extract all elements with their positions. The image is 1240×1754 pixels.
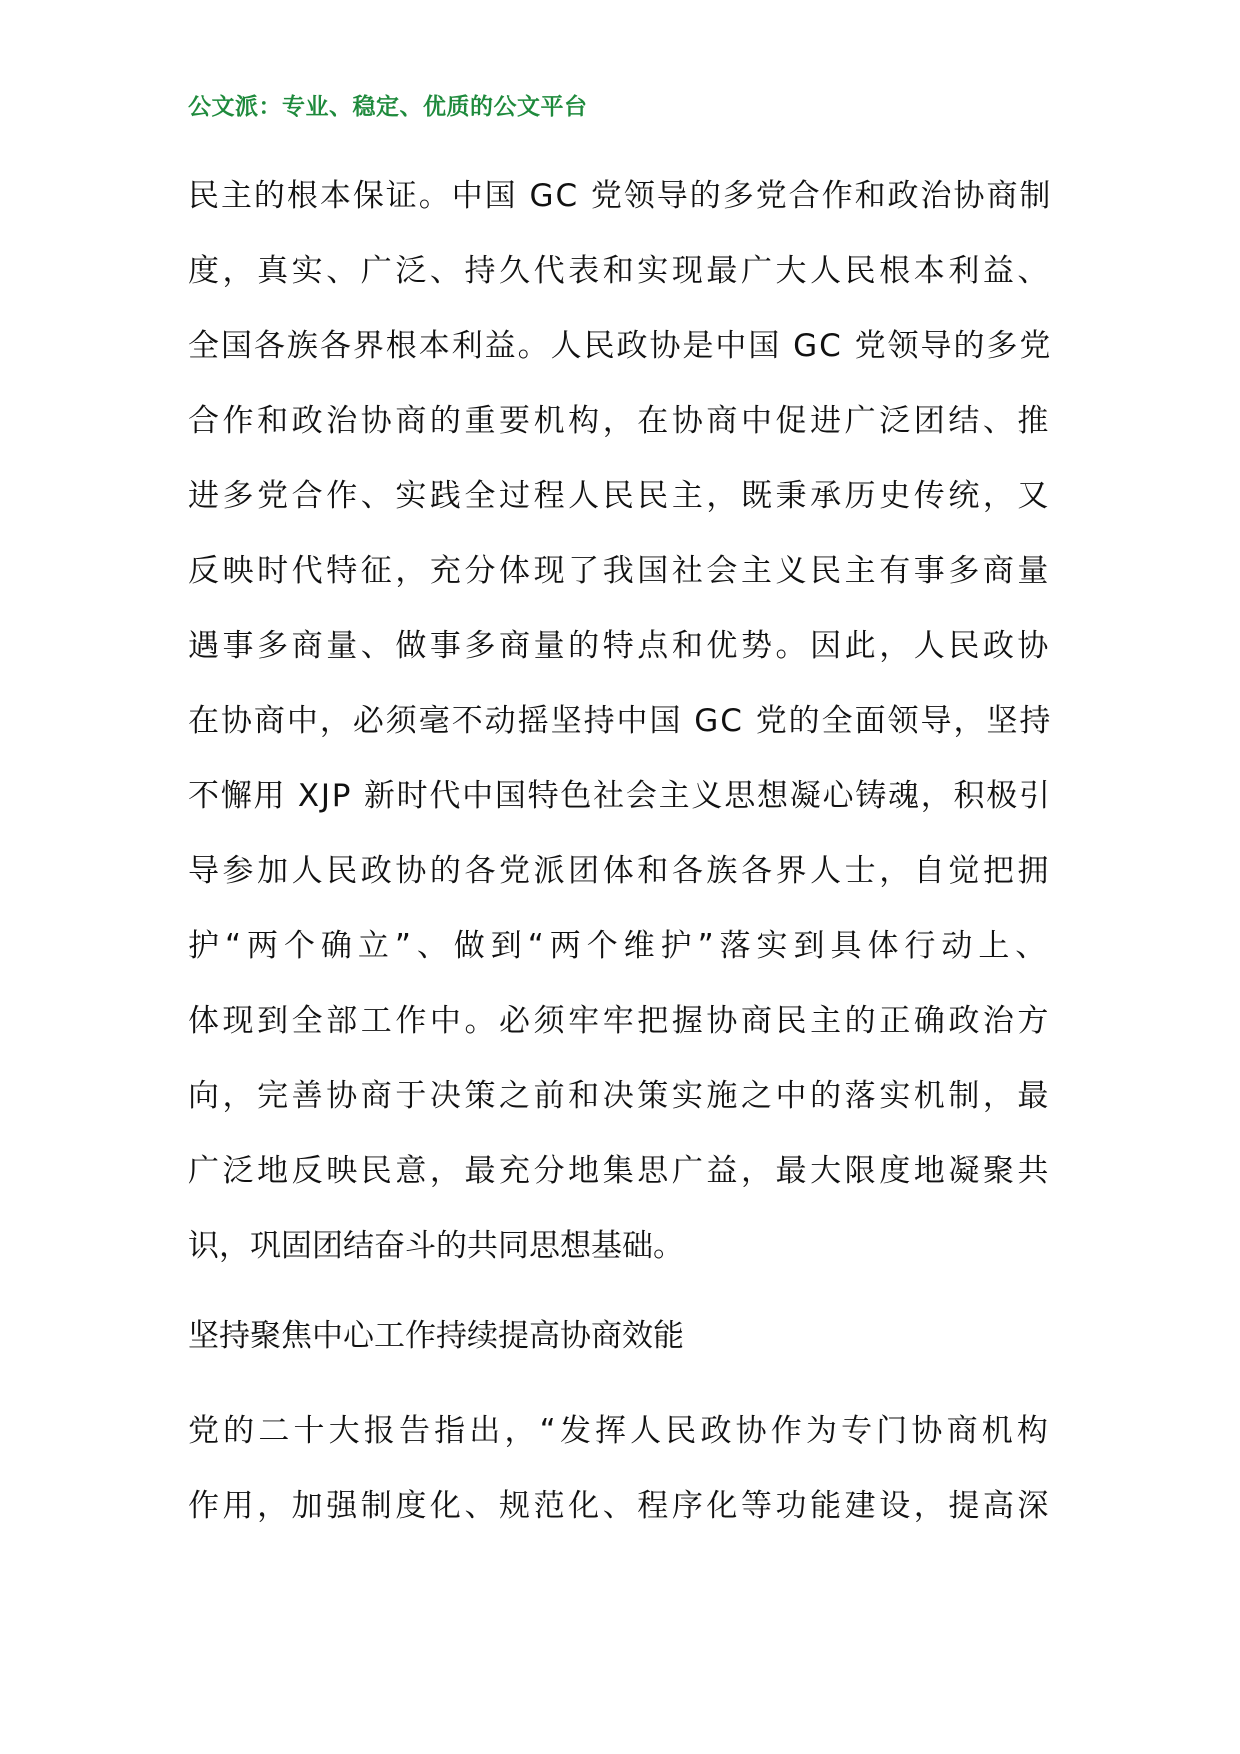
- body-line: 识，巩固团结奋斗的共同思想基础。: [188, 1228, 684, 1264]
- body-line: 广泛地反映民意，最充分地集思广益，最大限度地凝聚共: [188, 1153, 1052, 1189]
- body-line: 护“两个确立”、做到“两个维护”落实到具体行动上、: [188, 928, 1053, 964]
- body-line: 遇事多商量、做事多商量的特点和优势。因此，人民政协: [188, 628, 1052, 664]
- body-line: 全国各族各界根本利益。人民政协是中国 GC 党领导的多党: [188, 328, 1053, 364]
- body-line: 度，真实、广泛、持久代表和实现最广大人民根本利益、: [188, 253, 1052, 289]
- body-line: 党的二十大报告指出，“发挥人民政协作为专门协商机构: [188, 1413, 1053, 1449]
- body-line: 在协商中，必须毫不动摇坚持中国 GC 党的全面领导，坚持: [188, 703, 1053, 739]
- body-line: 不懈用 XJP 新时代中国特色社会主义思想凝心铸魂，积极引: [188, 778, 1052, 814]
- body-line: 反映时代特征，充分体现了我国社会主义民主有事多商量: [188, 553, 1052, 589]
- site-header: 公文派：专业、稳定、优质的公文平台: [188, 93, 588, 120]
- body-line: 民主的根本保证。中国 GC 党领导的多党合作和政治协商制: [188, 178, 1053, 214]
- body-line: 向，完善协商于决策之前和决策实施之中的落实机制，最: [188, 1078, 1052, 1114]
- body-line: 进多党合作、实践全过程人民民主，既秉承历史传统，又: [188, 478, 1052, 514]
- body-line: 合作和政治协商的重要机构，在协商中促进广泛团结、推: [188, 403, 1052, 439]
- body-line: 体现到全部工作中。必须牢牢把握协商民主的正确政治方: [188, 1003, 1052, 1039]
- section-heading: 坚持聚焦中心工作持续提高协商效能: [188, 1318, 684, 1354]
- body-line: 导参加人民政协的各党派团体和各族各界人士，自觉把拥: [188, 853, 1052, 889]
- body-line: 作用，加强制度化、规范化、程序化等功能建设，提高深: [188, 1488, 1052, 1524]
